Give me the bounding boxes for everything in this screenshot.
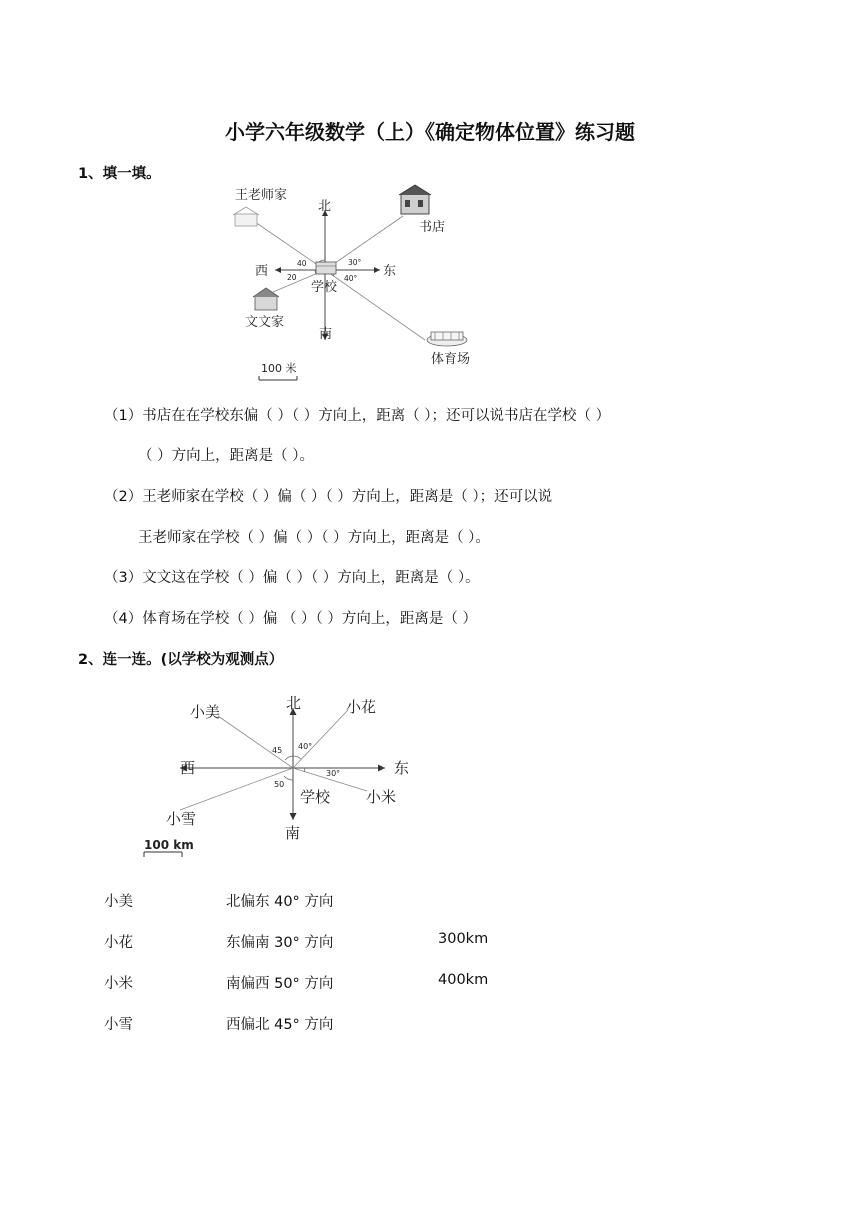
xiaoxue-label: 小雪 <box>166 810 197 828</box>
distance-item: 300km <box>438 931 489 947</box>
angle-label: 30° <box>326 769 341 778</box>
wenwen-home-label: 文文家 <box>245 315 285 330</box>
page-title: 小学六年级数学（上）《确定物体位置》练习题 <box>225 120 635 144</box>
house-icon <box>233 207 259 226</box>
ray-teacher-home <box>255 222 325 270</box>
direction-item: 东偏南 30° 方向 <box>226 935 334 951</box>
position-diagram-1 <box>225 180 525 390</box>
name-item: 小雪 <box>104 1017 133 1033</box>
bookstore-icon <box>399 185 431 214</box>
question-3: （3）文文这在学校（ ）偏（ ）（ ）方向上，距离是（ ）。 <box>104 570 480 586</box>
xiaomei-label: 小美 <box>190 703 221 721</box>
angle-label: 20 <box>287 273 297 282</box>
east-label: 东 <box>383 264 397 279</box>
direction-item: 西偏北 45° 方向 <box>226 1017 334 1033</box>
north-label: 北 <box>318 199 332 214</box>
west-label: 西 <box>180 759 196 777</box>
west-label: 西 <box>255 264 269 279</box>
section1-heading: 1、填一填。 <box>78 166 161 182</box>
center-label: 学校 <box>300 788 331 806</box>
angle-label: 45 <box>272 746 283 755</box>
angle-label: 40° <box>344 274 358 283</box>
scale-label: 100 米 <box>261 362 297 375</box>
teacher-home-label: 王老师家 <box>235 188 288 203</box>
question-2-line-1: （2）王老师家在学校（ ）偏（ ）（ ）方向上，距离是（ ）；还可以说 <box>104 489 553 505</box>
name-item: 小米 <box>104 976 133 992</box>
scale-label: 100 km <box>144 838 194 852</box>
angle-label: 30° <box>348 258 362 267</box>
position-diagram-2 <box>140 688 440 858</box>
xiaohua-label: 小花 <box>346 698 377 716</box>
east-label: 东 <box>394 759 410 777</box>
center-label: 学校 <box>311 280 338 295</box>
name-item: 小美 <box>104 894 133 910</box>
stadium-icon <box>427 332 467 346</box>
name-item: 小花 <box>104 935 133 951</box>
ray-stadium <box>325 270 425 340</box>
south-label: 南 <box>319 327 333 342</box>
direction-item: 北偏东 40° 方向 <box>226 894 334 910</box>
xiaomi-label: 小米 <box>366 788 397 806</box>
angle-label: 50 <box>274 780 285 789</box>
distance-item: 400km <box>438 972 489 988</box>
question-1-line-2: （ ）方向上，距离是（ ）。 <box>138 448 314 464</box>
ray-xiaohua <box>293 710 348 768</box>
direction-item: 南偏西 50° 方向 <box>226 976 334 992</box>
question-1-line-1: （1）书店在在学校东偏（ ）（ ）方向上，距离（ ）；还可以说书店在学校（ ） <box>104 408 611 424</box>
stadium-label: 体育场 <box>431 352 471 367</box>
angle-label: 40° <box>298 742 313 751</box>
question-4: （4）体育场在学校（ ）偏 （ ）（ ）方向上，距离是（ ） <box>104 611 478 627</box>
bookstore-label: 书店 <box>419 220 446 235</box>
school-icon <box>316 262 336 274</box>
ray-xiaomei <box>218 716 293 768</box>
question-2-line-2: 王老师家在学校（ ）偏（ ）（ ）方向上，距离是（ ）。 <box>138 530 490 546</box>
angle-label: 40 <box>297 259 307 268</box>
south-label: 南 <box>285 824 301 842</box>
ray-xiaoxue <box>180 768 293 810</box>
section2-heading: 2、连一连。(以学校为观测点） <box>78 652 284 668</box>
north-label: 北 <box>286 694 302 712</box>
